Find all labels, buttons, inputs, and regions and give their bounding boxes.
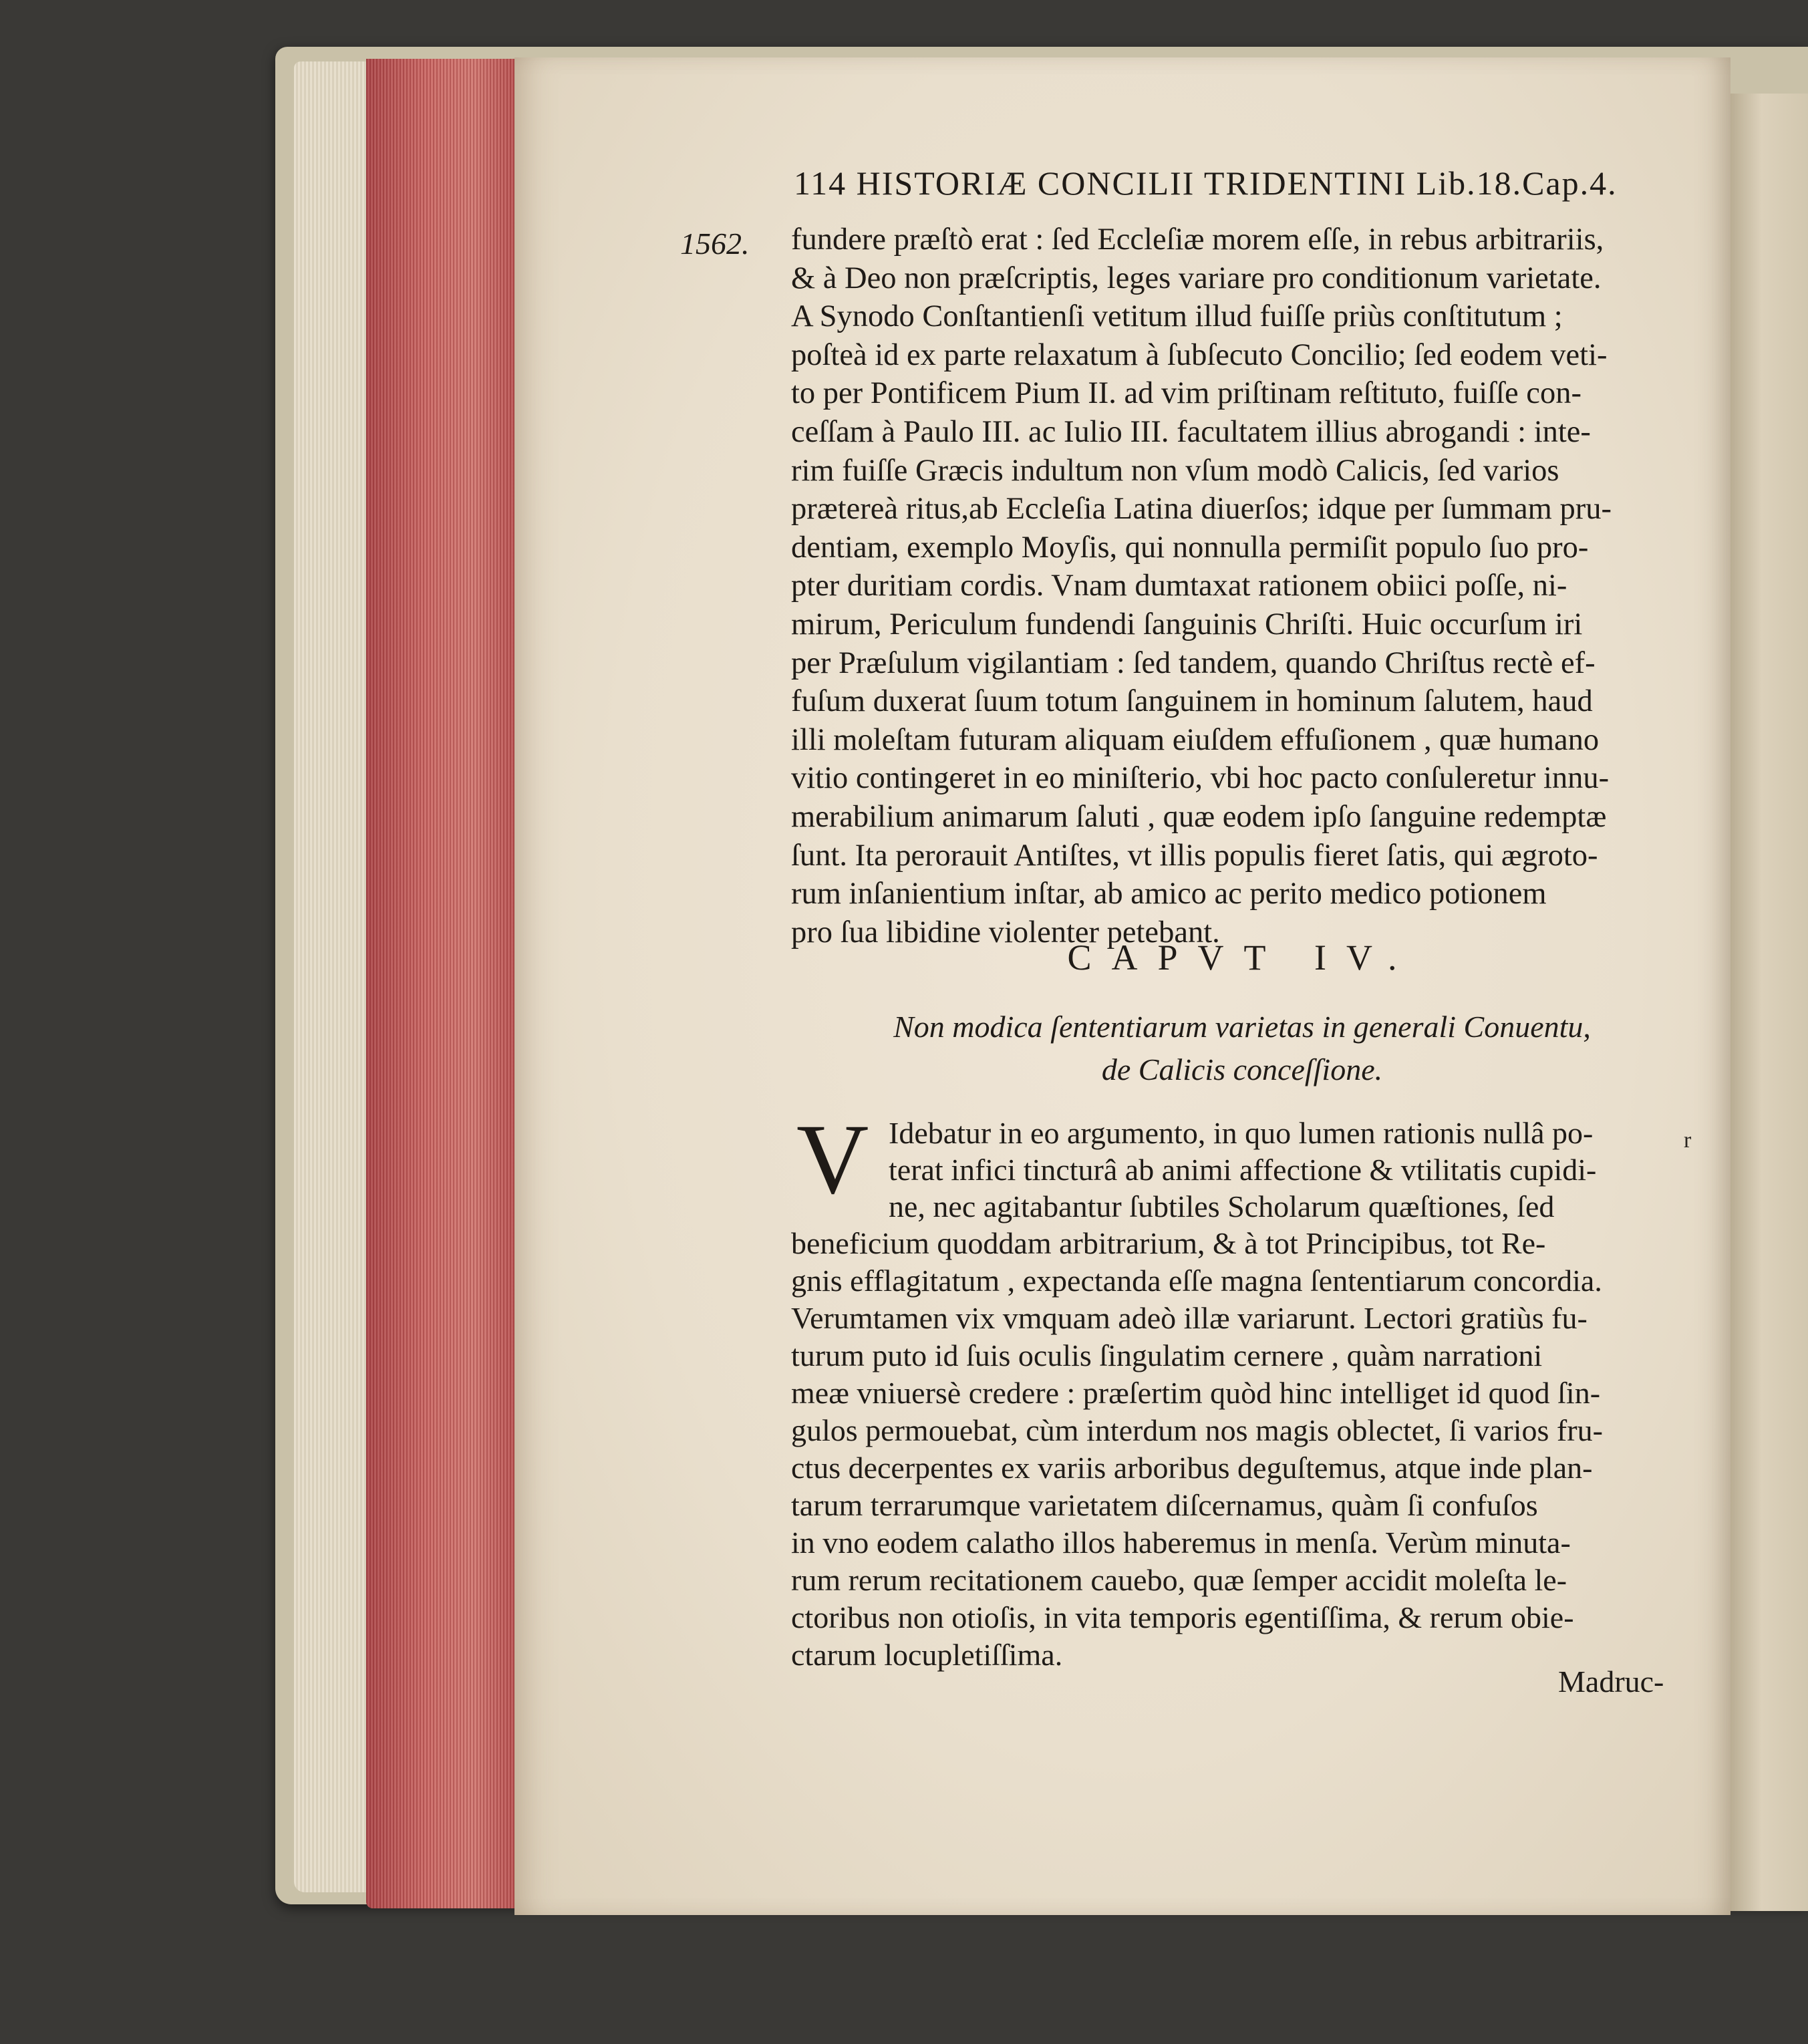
- catchword: Madruc-: [1558, 1664, 1664, 1699]
- text-line: illi moleſtam futuram aliquam eiuſdem effuſionem , quæ humano: [791, 722, 1600, 757]
- paragraph-2: [791, 1225, 1694, 1674]
- text-line: fuſum duxerat ſuum totum ſanguinem in hominum ſalutem, haud: [791, 684, 1593, 719]
- text-line: terat infici tincturâ ab animi affectione & vtilitatis cupidi-: [889, 1153, 1597, 1187]
- margin-year: 1562.: [680, 227, 750, 261]
- chapter-summary: [791, 1006, 1693, 1091]
- text-line: ctarum locupletiſſima.: [791, 1638, 1063, 1672]
- text-line: beneficium quoddam arbitrarium, & à tot Principibus, tot Re-: [791, 1226, 1546, 1260]
- text-line: ſunt. Ita perorauit Antiſtes, vt illis populis fieret ſatis, qui ægroto-: [791, 838, 1598, 873]
- text-line: to per Pontificem Pium II. ad vim priſtinam reſtituto, fuiſſe con-: [791, 376, 1581, 411]
- text-line: poſteà id ex parte relaxatum à ſubſecuto Concilio; ſed eodem veti-: [791, 337, 1608, 372]
- text-line: meæ vniuersè credere : præſertim quòd hinc intelliget id quod ſin-: [791, 1376, 1601, 1410]
- text-line: ctus decerpentes ex variis arboribus deguſtemus, atque inde plan-: [791, 1451, 1593, 1485]
- margin-mark: r: [1684, 1128, 1692, 1153]
- text-line: ceſſam à Paulo III. ac Iulio III. facultatem illius abrogandi : inte-: [791, 414, 1591, 449]
- text-line: in vno eodem calatho illos haberemus in menſa. Verùm minuta-: [791, 1525, 1571, 1560]
- text-line: A Synodo Conſtantienſi vetitum illud fuiſſe priùs conſtitutum ;: [791, 299, 1563, 334]
- text-line: & à Deo non præſcriptis, leges variare pro conditionum varietate.: [791, 261, 1602, 295]
- text-line: Verumtamen vix vmquam adeò illæ variarunt. Lectori gratiùs fu-: [791, 1301, 1588, 1335]
- text-line: Idebatur in eo argumento, in quo lumen rationis nullâ po-: [889, 1116, 1594, 1150]
- text-line: tarum terrarumque varietatem diſcernamus, quàm ſi confuſos: [791, 1488, 1538, 1522]
- text-line: gnis efflagitatum , expectanda eſſe magna ſententiarum concordia.: [791, 1264, 1602, 1298]
- drop-cap: V: [796, 1104, 869, 1215]
- facing-page-edge: [1730, 94, 1808, 1911]
- text-line: prætereà ritus,ab Eccleſia Latina diuerſos; idque per ſummam pru-: [791, 492, 1612, 527]
- text-line: vitio contingeret in eo miniſterio, vbi hoc pacto conſuleretur innu-: [791, 761, 1610, 796]
- text-line: rum rerum recitationem cauebo, quæ ſemper accidit moleſta le-: [791, 1563, 1567, 1597]
- summary-line: de Calicis conceſſione.: [1101, 1052, 1383, 1086]
- running-head: 114 HISTORIÆ CONCILII TRIDENTINI Lib.18.Cap.4.: [794, 164, 1618, 202]
- text-line: rim fuiſſe Græcis indultum non vſum modò Calicis, ſed varios: [791, 453, 1559, 488]
- text-line: per Præſulum vigilantiam : ſed tandem, quando Chriſtus rectè ef-: [791, 645, 1596, 680]
- paragraph-2-opening: [889, 1115, 1690, 1225]
- text-line: turum puto id ſuis oculis ſingulatim cernere , quàm narrationi: [791, 1338, 1543, 1372]
- text-line: fundere præſtò erat : ſed Eccleſiæ morem eſſe, in rebus arbitrariis,: [791, 223, 1604, 257]
- text-line: pro ſua libidine violenter petebant.: [791, 915, 1220, 950]
- text-line: rum inſanientium inſtar, ab amico ac perito medico potionem: [791, 877, 1547, 911]
- text-line: pter duritiam cordis. Vnam dumtaxat rationem obiici poſſe, ni-: [791, 569, 1567, 603]
- text-line: mirum, Periculum fundendi ſanguinis Chriſti. Huic occurſum iri: [791, 607, 1583, 641]
- text-line: merabilium animarum ſaluti , quæ eodem ipſo ſanguine redemptæ: [791, 799, 1607, 834]
- chapter-heading: CAPVT IV.: [1067, 937, 1417, 978]
- text-line: dentiam, exemplo Moyſis, qui nonnulla permiſit populo ſuo pro-: [791, 530, 1589, 565]
- text-line: gulos permouebat, cùm interdum nos magis oblectet, ſi varios fru-: [791, 1413, 1603, 1447]
- red-page-edge: [366, 59, 520, 1908]
- text-line: ctoribus non otioſis, in vita temporis egentiſſima, & rerum obie-: [791, 1600, 1574, 1634]
- paragraph-1: [791, 221, 1694, 952]
- text-line: ne, nec agitabantur ſubtiles Scholarum quæſtiones, ſed: [889, 1189, 1555, 1223]
- summary-line: Non modica ſententiarum varietas in generali Conuentu,: [893, 1010, 1591, 1044]
